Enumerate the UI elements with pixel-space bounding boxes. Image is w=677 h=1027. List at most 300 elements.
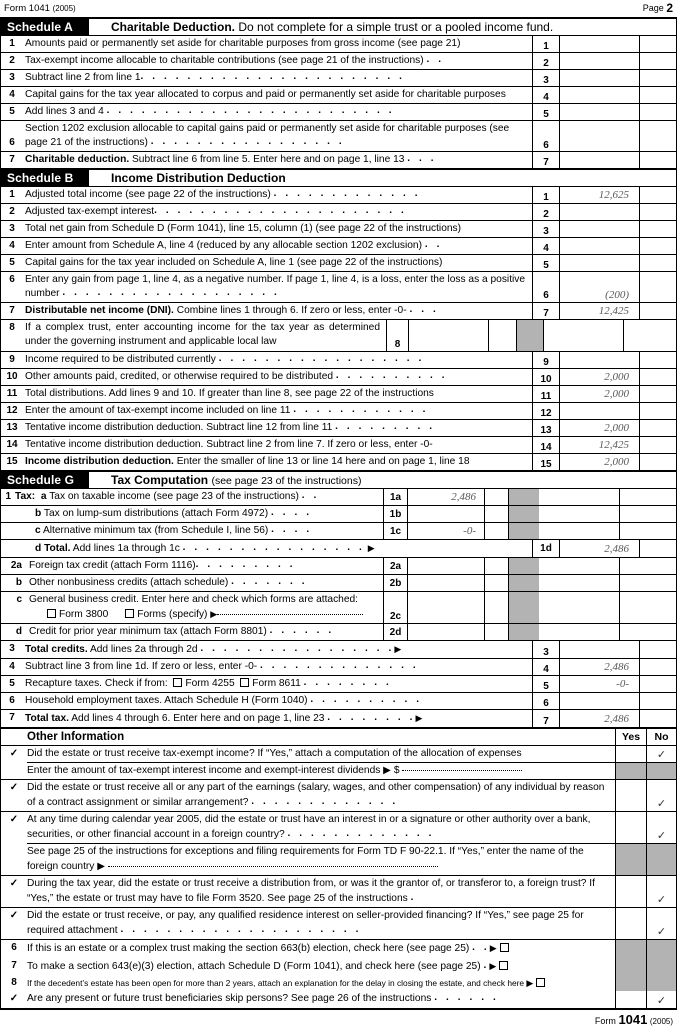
question-number: ✓ (9, 748, 19, 759)
line-number: 1 (5, 491, 11, 502)
cents-field[interactable] (639, 386, 676, 402)
line-number: 2 (9, 206, 15, 217)
checkmark-icon: ✓ (656, 797, 667, 810)
cents-field[interactable] (639, 352, 676, 368)
line-description: Total net gain from Schedule D (Form 1041), line 15, column (1) (see page 22 of the instructions) (25, 223, 462, 234)
amount-field[interactable] (559, 641, 639, 658)
amount-field[interactable] (559, 255, 639, 271)
checkmark-icon: ✓ (656, 925, 667, 938)
arrow-icon: ▶ (210, 609, 218, 619)
cents-field[interactable] (639, 403, 676, 419)
line-number: 9 (9, 354, 15, 365)
other-information-section (0, 727, 677, 1008)
no-cell[interactable] (646, 746, 676, 763)
line-number: 6 (9, 274, 15, 285)
yes-cell[interactable] (615, 812, 646, 844)
line-description: Recapture taxes. Check if from: Form 4255 Form 8611 . . . . . . . . (25, 677, 392, 689)
schedule-a-line-5 (1, 104, 676, 121)
outer-cents-field[interactable] (619, 592, 656, 623)
line-box-number: 5 (532, 255, 559, 271)
line-number: 4 (9, 240, 15, 251)
outer-amount-field[interactable] (539, 592, 619, 623)
line-number: 10 (6, 371, 18, 382)
estate-open-2-years-checkbox[interactable] (536, 978, 545, 987)
outer-amount-field[interactable] (539, 575, 619, 591)
question-number: ✓ (9, 782, 19, 793)
cents-field[interactable] (484, 506, 509, 522)
line-box-number: 12 (532, 403, 559, 419)
line-box-number: 15 (532, 454, 559, 470)
amount-field[interactable]: 12,625 (559, 187, 639, 203)
amount-field[interactable] (559, 53, 639, 69)
line-number: 6 (9, 137, 15, 148)
shaded-cell (646, 940, 676, 958)
line-description: Distributable net income (DNI). Combine lines 1 through 6. If zero or less, enter -0- . . . (25, 304, 439, 316)
cents-field[interactable] (639, 369, 676, 385)
checkmark-icon: ✓ (656, 747, 667, 761)
cents-field[interactable] (639, 303, 676, 319)
question-number: ✓ (9, 910, 19, 921)
amount-field[interactable] (559, 352, 639, 368)
shaded-cell (509, 592, 539, 623)
section-663b-election-checkbox[interactable] (500, 943, 509, 952)
line-number: 15 (6, 456, 18, 467)
schedule-g-line-7 (1, 710, 676, 727)
cents-field[interactable] (639, 437, 676, 453)
other-info-question-7 (1, 958, 676, 976)
arrow-icon: ▶ (526, 978, 534, 988)
line-box-number: 5 (532, 676, 559, 692)
line-number: 13 (6, 422, 18, 433)
amount-field[interactable] (559, 238, 639, 254)
form-4255-checkbox[interactable] (173, 678, 182, 687)
schedule-b-line-7 (1, 303, 676, 320)
line-description: Capital gains for the tax year included on Schedule A, line 1 (see page 22 of the instructions) (25, 257, 443, 268)
line-number: 1 (9, 38, 15, 49)
form-footer: Form 1041 (2005) (594, 1011, 673, 1027)
other-info-question-6 (1, 940, 676, 958)
line-description: Tentative income distribution deduction. Subtract line 12 from line 11 . . . . . . . . . (25, 421, 436, 433)
amount-field[interactable] (559, 121, 639, 151)
cents-field[interactable] (639, 87, 676, 103)
schedule-a-line-1 (1, 36, 676, 53)
shaded-cell (509, 575, 539, 591)
line-number: 6 (9, 695, 15, 706)
other-info-question-2 (1, 780, 676, 812)
line-box-number: 1b (383, 506, 407, 522)
line-box-number: 7 (532, 710, 559, 727)
line-description: General business credit. Enter here and check which forms are attached: Form 3800 Forms (specify) ▶ (25, 592, 383, 623)
line-description: c Alternative minimum tax (from Schedule I, line 56) . . . . (35, 524, 313, 536)
line-description: Income required to be distributed currently . . . . . . . . . . . . . . . . . . (25, 353, 425, 365)
tax-exempt-amount-input[interactable] (402, 770, 522, 771)
amount-field[interactable]: 2,000 (559, 454, 639, 470)
no-cell[interactable] (646, 908, 676, 939)
schedule-g-title: Tax Computation (see page 23 of the instructions) (111, 473, 362, 487)
line-number: c (16, 594, 22, 605)
yes-cell[interactable] (615, 908, 646, 939)
other-info-question-5 (1, 908, 676, 940)
line-description: Enter amount from Schedule A, line 4 (reduced by any allocable section 1202 exclusion) . . (25, 239, 443, 251)
line-number: 5 (9, 678, 15, 689)
outer-amount-field[interactable]: 2,486 (559, 540, 639, 557)
line-box-number: 3 (532, 70, 559, 86)
line-box-number: 2 (532, 53, 559, 69)
yes-column-header: Yes (615, 729, 646, 745)
line-box-number: 4 (532, 238, 559, 254)
line-box-number: 6 (532, 272, 559, 302)
schedule-g-line-5 (1, 676, 676, 693)
question-text: If the decedent’s estate has been open for more than 2 years, attach an explanation for the delay in closing the estate, and check here ▶ (27, 975, 615, 991)
no-column-header: No (646, 729, 676, 745)
amount-field[interactable] (559, 152, 639, 168)
line-description: Add lines 3 and 4 . . . . . . . . . . . . . . . . . . . . . . . . . (25, 105, 395, 117)
amount-field[interactable]: 2,486 (559, 659, 639, 675)
question-number: ✓ (9, 814, 19, 825)
line-box-number: 11 (532, 386, 559, 402)
schedule-a-line-3 (1, 70, 676, 87)
cents-field[interactable] (639, 104, 676, 120)
yes-cell[interactable] (615, 746, 646, 763)
amount-field[interactable] (407, 624, 484, 640)
outer-cents-field[interactable] (639, 540, 676, 557)
other-info-question-3-sub (1, 844, 676, 876)
schedule-b-line-8 (1, 320, 676, 352)
line-box-number: 2a (383, 558, 407, 574)
shaded-cell (615, 763, 646, 780)
line-number: 12 (6, 405, 18, 416)
schedule-g-line-2c (1, 592, 676, 624)
line-number: 3 (9, 223, 15, 234)
amount-field[interactable]: 2,486 (559, 710, 639, 727)
shaded-cell (509, 489, 539, 505)
question-number: 6 (11, 942, 17, 953)
question-text: Did the estate or trust receive, or pay, any qualified residence interest on seller-provided financing? If “Yes,” see page 25 for required attachment . . . . . . . . . . . . . . . . . . . . . (27, 910, 584, 936)
schedule-b-line-13 (1, 420, 676, 437)
cents-field[interactable] (639, 693, 676, 709)
line-box-number: 13 (532, 420, 559, 436)
cents-field[interactable] (484, 592, 509, 623)
cents-field[interactable] (639, 70, 676, 86)
line-description: Enter any gain from page 1, line 4, as a negative number. If page 1, line 4, is a loss, enter the loss as a positive number . . . . . . . . . . . . . . . . . . . (25, 274, 526, 299)
schedule-g-line-6 (1, 693, 676, 710)
line-number: 8 (9, 322, 15, 333)
outer-cents-field[interactable] (619, 523, 656, 539)
line-box-number: 1 (532, 187, 559, 203)
outer-amount-field[interactable] (539, 558, 619, 574)
no-cell[interactable] (646, 991, 676, 1008)
schedule-a-section (0, 17, 677, 168)
line-number: 1 (9, 189, 15, 200)
schedule-b-line-12 (1, 403, 676, 420)
cents-field[interactable] (639, 676, 676, 692)
inline-cents-field[interactable] (488, 320, 516, 351)
amount-field[interactable] (407, 506, 484, 522)
outer-cents-field[interactable] (619, 506, 656, 522)
cents-field[interactable] (639, 420, 676, 436)
cents-field[interactable] (484, 624, 509, 640)
schedule-b-line-11 (1, 386, 676, 403)
line-box-number: 2c (383, 592, 407, 623)
outer-amount-field[interactable] (539, 523, 619, 539)
amount-field[interactable] (543, 320, 623, 351)
line-number: 11 (6, 388, 18, 399)
schedule-g-header (1, 470, 676, 489)
schedule-g-section (0, 470, 677, 727)
schedule-b-line-10 (1, 369, 676, 386)
line-box-number: 7 (532, 152, 559, 168)
schedule-a-tag: Schedule A (1, 19, 89, 35)
schedule-b-line-14 (1, 437, 676, 454)
cents-field[interactable] (623, 320, 660, 351)
amount-field[interactable]: (200) (559, 272, 639, 302)
page-header (0, 0, 677, 17)
shaded-cell (646, 763, 676, 780)
schedule-a-line-7 (1, 152, 676, 168)
other-info-question-1 (1, 746, 676, 763)
schedule-g-line-3 (1, 641, 676, 659)
question-text: During the tax year, did the estate or trust receive a distribution from, or was it the grantor of, or transferor to, a foreign trust? If “Yes,” the estate or trust may have to file Form 3520. See page 25 of the instructions . (27, 878, 595, 904)
checkmark-icon: ✓ (656, 829, 667, 842)
schedule-b-title: Income Distribution Deduction (111, 171, 286, 185)
other-information-title: Other Information (27, 731, 125, 743)
cents-field[interactable] (639, 255, 676, 271)
line-box-number: 4 (532, 87, 559, 103)
arrow-icon: ▶ (394, 644, 402, 654)
question-text: If this is an estate or a complex trust making the section 663(b) election, check here (see page 25) . .▶ (27, 940, 615, 958)
line-number: d (15, 626, 22, 637)
line-box-number: 1a (383, 489, 407, 505)
cents-field[interactable] (639, 659, 676, 675)
other-info-question-4 (1, 876, 676, 908)
schedule-g-line-1b (1, 506, 676, 523)
shaded-cell (509, 506, 539, 522)
amount-field[interactable]: -0- (559, 676, 639, 692)
amount-field[interactable]: 2,000 (559, 369, 639, 385)
line-description: Household employment taxes. Attach Schedule H (Form 1040) . . . . . . . . . . (25, 694, 423, 706)
cents-field[interactable] (484, 523, 509, 539)
shaded-cell (509, 558, 539, 574)
line-number: 7 (9, 154, 15, 165)
line-number: 4 (9, 89, 15, 100)
outer-amount-field[interactable] (539, 624, 619, 640)
line-number: 7 (9, 305, 15, 316)
cents-field[interactable] (639, 238, 676, 254)
line-box-number: 2d (383, 624, 407, 640)
cents-field[interactable] (639, 221, 676, 237)
line-number: 4 (9, 661, 15, 672)
schedule-a-title: Charitable Deduction. Do not complete for a simple trust or a pooled income fund. (111, 20, 554, 34)
schedule-b-line-2 (1, 204, 676, 221)
line-number: b (15, 577, 22, 588)
line-description: Amounts paid or permanently set aside for charitable purposes from gross income (see page 21) (25, 38, 461, 49)
line-box-number: 6 (532, 693, 559, 709)
amount-field[interactable] (407, 592, 484, 623)
outer-cents-field[interactable] (619, 558, 656, 574)
amount-field[interactable]: -0- (407, 523, 484, 539)
line-description: Tax: a Tax on taxable income (see page 23 of the instructions) . . (15, 490, 320, 502)
line-description: Total tax. Add lines 4 through 6. Enter here and on page 1, line 23 . . . . . . . .▶ (25, 712, 423, 724)
shaded-cell (516, 320, 543, 351)
line-description: Other nonbusiness credits (attach schedule) . . . . . . . (29, 576, 308, 588)
amount-field[interactable] (559, 70, 639, 86)
amount-field[interactable]: 2,486 (407, 489, 484, 505)
question-number: ✓ (9, 993, 19, 1004)
cents-field[interactable] (639, 53, 676, 69)
amount-field[interactable] (407, 558, 484, 574)
shaded-cell (646, 844, 676, 875)
other-info-question-1-sub (1, 763, 676, 781)
schedule-g-line-2d (1, 624, 676, 641)
line-number (1, 523, 13, 539)
cents-field[interactable] (639, 121, 676, 151)
inline-box-number: 8 (386, 320, 408, 351)
form-3800-checkbox[interactable] (47, 609, 56, 618)
shaded-cell (646, 975, 676, 991)
line-description: Enter the amount of tax-exempt income included on line 11 . . . . . . . . . . . . (25, 404, 429, 416)
schedule-b-line-1 (1, 187, 676, 204)
question-number (1, 844, 27, 875)
schedule-a-header (1, 17, 676, 36)
yes-cell[interactable] (615, 780, 646, 811)
amount-field[interactable]: 2,000 (559, 386, 639, 402)
line-description: Section 1202 exclusion allocable to capital gains paid or permanently set aside for charitable purposes (see page 21 of the instructions) . . . . . . . . . . . . . . . . . (25, 123, 510, 148)
line-description: Foreign tax credit (attach Form 1116). . . . . . . . . (29, 559, 296, 571)
line-box-number: 1c (383, 523, 407, 539)
foreign-country-input[interactable] (108, 866, 438, 867)
form-8611-checkbox[interactable] (240, 678, 249, 687)
cents-field[interactable] (639, 187, 676, 203)
schedule-g-tag: Schedule G (1, 472, 89, 488)
line-description: Income distribution deduction. Enter the smaller of line 13 or line 14 here and on page 1, line 18 (25, 456, 470, 467)
schedule-g-line-2b (1, 575, 676, 592)
cents-field[interactable] (484, 575, 509, 591)
line-description: Credit for prior year minimum tax (attach Form 8801) . . . . . . (29, 625, 335, 637)
question-text: To make a section 643(e)(3) election, attach Schedule D (Form 1041), and check here (see page 25) .▶ (27, 958, 615, 976)
forms-specify-input[interactable] (217, 614, 363, 615)
cents-field[interactable] (639, 454, 676, 470)
amount-field[interactable] (407, 575, 484, 591)
yes-cell[interactable] (615, 991, 646, 1008)
amount-field[interactable]: 12,425 (559, 437, 639, 453)
cents-field[interactable] (639, 641, 676, 658)
outer-cents-field[interactable] (619, 489, 656, 505)
line-number (1, 540, 13, 557)
line-box-number: 4 (532, 659, 559, 675)
shaded-cell (615, 844, 646, 875)
schedule-b-header (1, 168, 676, 187)
no-cell[interactable] (646, 812, 676, 844)
outer-amount-field[interactable] (539, 489, 619, 505)
line-number: 2 (9, 55, 15, 66)
no-cell[interactable] (646, 780, 676, 811)
question-text: At any time during calendar year 2005, did the estate or trust have an interest in or a signature or other authority over a bank, securities, or other financial account in a foreign country? . . . . . . . . . . . . . (27, 812, 615, 844)
shaded-cell (615, 940, 646, 958)
line-number: 3 (9, 643, 15, 654)
question-number: ✓ (9, 878, 19, 889)
shaded-cell (615, 958, 646, 976)
outer-amount-field[interactable] (539, 506, 619, 522)
line-description: Capital gains for the tax year allocated to corpus and paid or permanently set aside for charitable purposes (25, 89, 506, 100)
section-643e3-election-checkbox[interactable] (499, 961, 508, 970)
inline-amount-field[interactable] (408, 320, 488, 351)
question-number: 7 (11, 959, 17, 971)
arrow-icon: ▶ (489, 960, 497, 971)
cents-field[interactable] (639, 272, 676, 302)
line-box-number: 9 (532, 352, 559, 368)
amount-field[interactable] (559, 104, 639, 120)
question-subtext: See page 25 of the instructions for exceptions and filing requirements for Form TD F 90-22.1. If “Yes,” enter the name of the foreign country ▶ (27, 846, 584, 872)
amount-field[interactable] (559, 87, 639, 103)
line-description: Total distributions. Add lines 9 and 10. If greater than line 8, see page 22 of the instructions (25, 388, 434, 399)
question-text: Are any present or future trust beneficiaries skip persons? See page 26 of the instructions . . . . . . (27, 992, 499, 1004)
shaded-cell (509, 624, 539, 640)
other-info-question-3 (1, 812, 676, 844)
schedule-b-line-5 (1, 255, 676, 272)
no-cell[interactable] (646, 876, 676, 907)
schedule-g-line-1d (1, 540, 676, 558)
line-box-number: 5 (532, 104, 559, 120)
amount-field[interactable]: 2,000 (559, 420, 639, 436)
arrow-icon: ▶ (415, 713, 423, 723)
line-description: Subtract line 2 from line 1. . . . . . . . . . . . . . . . . . . . . . . (25, 71, 406, 83)
amount-field[interactable] (559, 221, 639, 237)
line-box-number: 3 (532, 641, 559, 658)
arrow-icon: ▶ (367, 543, 375, 553)
line-description: b Tax on lump-sum distributions (attach Form 4972) . . . . (35, 507, 313, 519)
question-subtext: Enter the amount of tax-exempt interest income and exempt-interest dividends ▶ $ (27, 763, 615, 780)
line-description: d Total. Add lines 1a through 1c . . . . . . . . . . . . . . . . ▶ (35, 542, 375, 554)
cents-field[interactable] (639, 204, 676, 220)
other-information-header (1, 727, 676, 746)
amount-field[interactable] (559, 36, 639, 52)
question-text: Did the estate or trust receive tax-exempt income? If “Yes,” attach a computation of the allocation of expenses (27, 746, 615, 763)
question-text: Did the estate or trust receive all or any part of the earnings (salary, wages, and other compensation) of any individual by reason of a contract assignment or similar arrangement? . . . . . . . . . . . . . (27, 782, 605, 808)
outer-cents-field[interactable] (619, 575, 656, 591)
schedule-b-section (0, 168, 677, 470)
cents-field[interactable] (639, 36, 676, 52)
schedule-b-line-15 (1, 454, 676, 470)
line-box-number: 3 (532, 221, 559, 237)
amount-field[interactable] (559, 204, 639, 220)
cents-field[interactable] (639, 152, 676, 168)
line-description: Subtract line 3 from line 1d. If zero or less, enter -0- . . . . . . . . . . . . . . (25, 660, 419, 672)
schedule-g-line-1a (1, 489, 676, 506)
line-description: Adjusted tax-exempt interest. . . . . . . . . . . . . . . . . . . . . . (25, 205, 407, 217)
amount-field[interactable] (559, 693, 639, 709)
cents-field[interactable] (484, 558, 509, 574)
schedule-b-line-3 (1, 221, 676, 238)
line-description: Adjusted total income (see page 22 of the instructions) . . . . . . . . . . . . . (25, 188, 421, 200)
checkmark-icon: ✓ (656, 993, 667, 1007)
line-description: Other amounts paid, credited, or otherwise required to be distributed . . . . . . . . . . (25, 370, 448, 382)
yes-cell[interactable] (615, 876, 646, 907)
schedule-g-line-4 (1, 659, 676, 676)
forms-specify-checkbox[interactable] (125, 609, 134, 618)
shaded-cell (509, 523, 539, 539)
amount-field[interactable] (559, 403, 639, 419)
line-box-number: 2 (532, 204, 559, 220)
amount-field[interactable]: 12,425 (559, 303, 639, 319)
schedule-b-line-6 (1, 272, 676, 303)
shaded-cell (615, 975, 646, 991)
line-box-number: 14 (532, 437, 559, 453)
shaded-cell (646, 958, 676, 976)
question-number: 8 (11, 977, 17, 988)
outer-cents-field[interactable] (619, 624, 656, 640)
cents-field[interactable] (484, 489, 509, 505)
cents-field[interactable] (639, 710, 676, 727)
